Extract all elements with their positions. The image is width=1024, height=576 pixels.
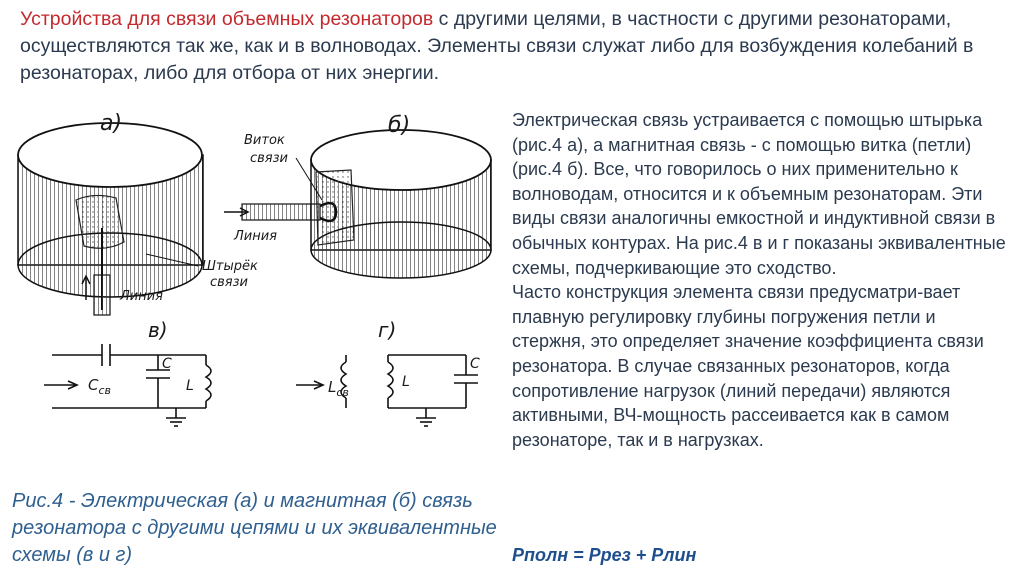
label-shtyrek-2: связи xyxy=(210,275,248,290)
intro-highlight: Устройства для связи объемных резонаторов xyxy=(20,8,434,30)
label-vitok-2: связи xyxy=(250,151,288,166)
label-liniya-b: Линия xyxy=(234,229,277,244)
label-liniya-a: Линия xyxy=(120,289,163,304)
label-c-v: C xyxy=(162,356,172,372)
circuit-g xyxy=(296,355,478,426)
label-b: б) xyxy=(388,113,411,138)
label-g: г) xyxy=(378,318,397,342)
explanation-text xyxy=(512,108,1012,452)
paragraph-coupling: Электрическая связь устраивается с помощью штырька (рис.4 а), а магнитная связь - с помощью витка (петли) (рис.4 б). Все, что говорилось о них применительно к волноводам, относится и к объемным резонаторам. Эти виды связи аналогичны емкостной и индуктивной связи в обычных контурах. На рис.4 в и г показаны эквивалентные схемы, подчеркивающие это сходство. xyxy=(512,110,1006,278)
label-l-v: L xyxy=(186,378,194,394)
power-formula: Pполн = Pрез + Pлин xyxy=(512,545,697,565)
label-l-g: L xyxy=(402,374,410,390)
cylinder-a xyxy=(18,123,203,315)
label-c-sv: $C_{св}$ xyxy=(88,376,112,397)
figure-caption: Рис.4 - Электрическая (а) и магнитная (б) связь резонатора с другими цепями и их эквивалентные схемы (в и г) xyxy=(12,490,497,566)
intro-text: с другими целями, в частности с другими резонаторами, осуществляются так же, как и в волноводах. Элементы связи служат либо для возбуждения колебаний в резонаторах, либо для отбора от них энергии. xyxy=(20,8,974,84)
label-c-g: C xyxy=(470,356,480,372)
paragraph-design: Часто конструкция элемента связи предусматри-вает плавную регулировку глубины погружения петли и стержня, это определяет значение коэффициента связи резонатора. В случае связанных резонаторов, когда сопротивление нагрузок (линий передачи) являются активными, ВЧ-мощность рассеивается как в самом резонаторе, так и в нагрузках. xyxy=(512,282,984,450)
label-vitok-1: Виток xyxy=(244,133,285,148)
label-a: а) xyxy=(100,111,123,136)
label-shtyrek-1: Штырёк xyxy=(202,259,258,274)
intro-paragraph xyxy=(20,6,1010,87)
label-v: в) xyxy=(148,318,168,342)
resonator-coupling-figure xyxy=(6,100,506,488)
label-l-sv: $L_{св}$ xyxy=(328,378,349,399)
